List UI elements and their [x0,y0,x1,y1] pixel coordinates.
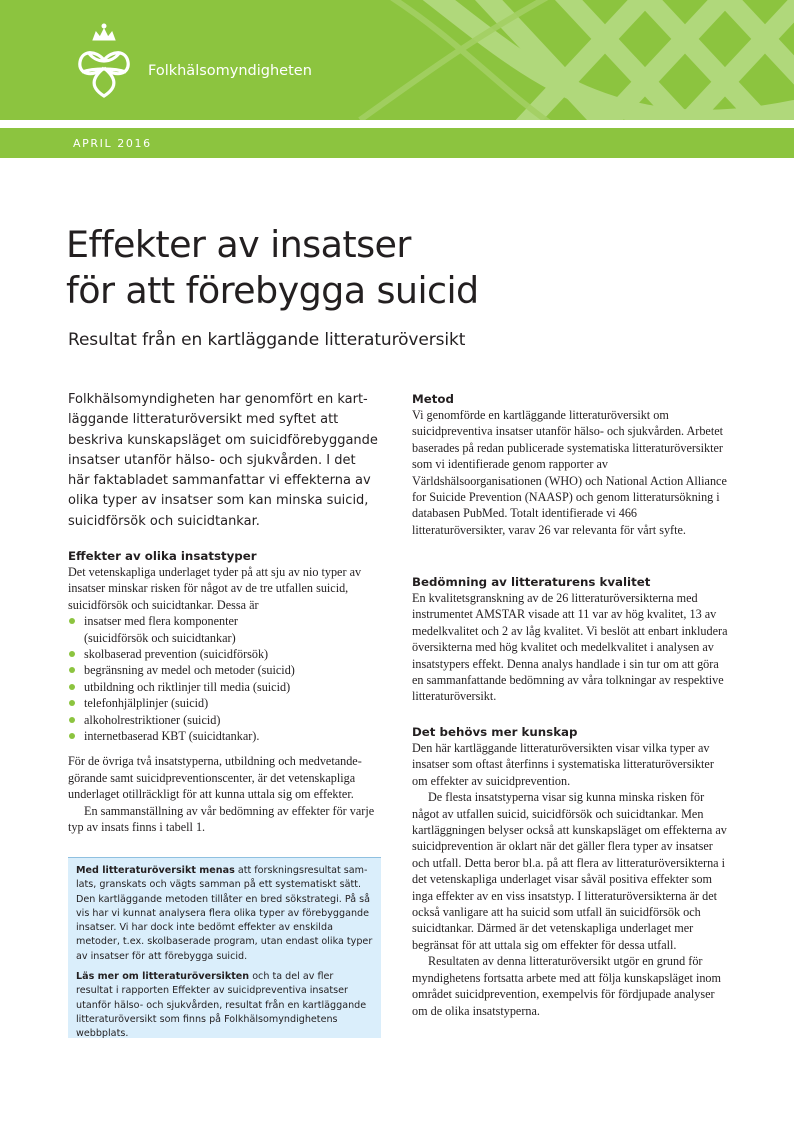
section-heading: Bedömning av litteraturens kvalitet [412,575,651,589]
info-box [68,857,381,1038]
bullet-icon [69,651,75,657]
section-heading: Effekter av olika insatstyper [68,549,257,563]
section-mer-kunskap [412,724,730,1019]
list-item: alkoholrestriktioner (suicid) [68,712,386,728]
info-paragraph-1: Med litteraturöversikt menas att forskningsresultat samlats, granskats och vägts samman på ett systematiskt sätt. Den kartläggande metoden tillåter en bred sökstrategi. På så vis har vi kunnat analysera flera olika typer av förebyggande insatser. Vi har dock inte bedömt effekter av enskilda metoder, t.ex. skolbaserade program, utan endast olika typer av insatser för att förebygga suicid. [76,865,373,962]
list-item: internetbaserad KBT (suicidtankar). [68,728,386,744]
bullet-icon [69,618,75,624]
section-paragraph: En sammanställning av vår bedömning av effekter för varje typ av insats finns i tabell 1. [68,803,375,835]
list-item: telefonhjälplinjer (suicid) [68,695,386,711]
section-paragraph: Resultaten av denna litteraturöversikt utgör en grund för myndighetens fortsatta arbete med att följa kunskapsläget inom området suicidprevention, exempelvis för fördjupade analyser om de olika insatstyperna. [412,954,722,1018]
bullet-icon [69,717,75,723]
section-intro: Det vetenskapliga underlaget tyder på att sju av nio typer av insatser minskar risken för något av de tre utfallen suicid, suicidförsök och suicidtankar. Dessa är [68,565,362,612]
section-paragraph: De flesta insatstyperna visar sig kunna minska risken för något av utfallen suicid, suicidförsök och suicidtankar. Men kartläggningen belyser också att kunskapsläget om effekterna av suicidprevention är oklart när det gäller flera typer av insatser och utfall. Detta beror bl.a. på att flera av litteraturöversikterna i det vetenskapliga underlaget visar såväl positiva effekter som inga effekter av en viss insatstyp. I litteraturöversikterna är det också vanligare att ha suicid som utfall än suicidförsök och suicidtankar. Därmed är det vetenskapliga underlaget mer begränsat för att uttala sig om effekter för dessa utfall. [412,790,727,952]
insats-list [68,613,386,744]
logo-text: Folkhälsomyndigheten [148,63,312,79]
page-subtitle: Resultat från en kartläggande litteraturöversikt [68,330,466,350]
section-paragraph: Den här kartläggande litteraturöversikten visar vilka typer av insatser som oftast återfinns i systematiska litteraturöversikter om effekter av suicidprevention. [412,741,714,788]
title-line-1: Effekter av insatser [66,223,411,266]
list-item: insatser med flera komponenter (suicidförsök och suicidtankar) [68,613,386,646]
section-paragraph: För de övriga två insatstyperna, utbildning och medvetandegörande samt suicidpreventionscenter, är det vetenskapliga underlaget otillräckligt för att kunna uttala sig om effekter. [68,754,362,802]
info-paragraph-2: Läs mer om litteraturöversikten och ta del av fler resultat i rapporten Effekter av suicidpreventiva insatser utanför hälso- och sjukvården, resultat från en kartläggande litteraturöversikt som finns på Folkhälsomyndighetens webbplats. [76,971,367,1040]
divider-band [0,120,794,128]
section-insatstyper [68,548,386,836]
section-paragraph: Vi genomförde en kartläggande litteraturöversikt om suicidpreventiva insatser utanför hälso- och sjukvården. Arbetet baserades på redan publicerade systematiska litteraturöversikter som vi identifierade genom rapporter av Världshälsoorganisationen (WHO) och National Action Alliance for Suicide Prevention (NAASP) och genom litteratursökning i databasen PubMed. Totalt identifierade vi 466 litteraturöversikter, varav 26 var relevanta för vårt syfte. [412,408,727,537]
title-line-2: för att förebygga suicid [66,269,479,312]
folkhalsomyndigheten-logo [66,20,142,100]
bullet-icon [69,684,75,690]
publication-date: APRIL 2016 [73,137,152,150]
lead-paragraph: Folkhälsomyndigheten har genomfört en kartläggande litteraturöversikt med syftet att beskriva kunskapsläget om suicidförebyggande insatser utanför hälso- och sjukvården. I det här faktabladet sammanfattar vi effekterna av olika typer av insatser som kan minska suicid, suicidförsök och suicidtankar. [68,392,378,529]
section-heading: Det behövs mer kunskap [412,725,578,739]
bullet-icon [69,733,75,739]
section-kvalitet [412,574,730,705]
header-banner [0,0,794,120]
bullet-icon [69,700,75,706]
bullet-icon [69,667,75,673]
list-item: begränsning av medel och metoder (suicid) [68,662,386,678]
list-item: skolbaserad prevention (suicidförsök) [68,646,386,662]
section-paragraph: En kvalitetsgranskning av de 26 litteraturöversikterna med instrumentet AMSTAR visade att 11 var av hög kvalitet, 13 av medelkvalitet och 2 av låg kvalitet. Vi beslöt att enbart inkludera översikterna med hög kvalitet och medelkvalitet i analysen av insatstypers effekt. Denna analys handlade i sin tur om att göra en sammanfattande bedömning av våra tolkningar av respektive litteraturöversikt. [412,591,728,704]
section-heading: Metod [412,392,454,406]
list-item: utbildning och riktlinjer till media (suicid) [68,679,386,695]
page-title [66,222,479,314]
section-metod [412,391,730,538]
